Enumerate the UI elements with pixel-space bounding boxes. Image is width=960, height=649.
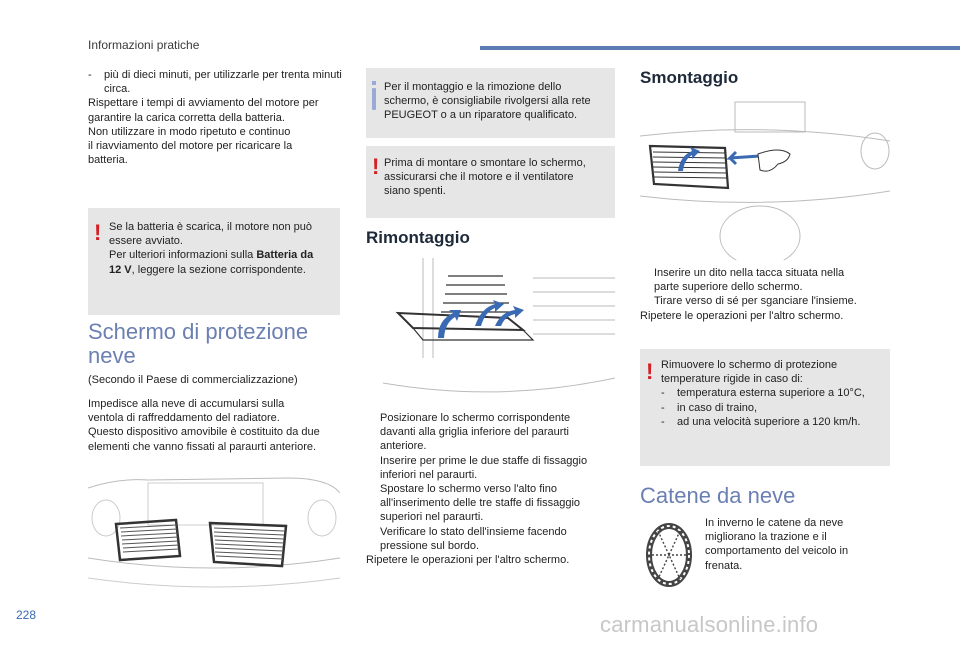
battery-warning-box: ! Se la batteria è scarica, il motore non può essere avviato. Per ulteriori informazioni sulla Batteria da 12 V, leggere la sezione corrispondente. [88, 208, 340, 315]
watermark: carmanualsonline.info [600, 612, 819, 637]
removal-illustration [640, 96, 890, 260]
market-note: (Secondo il Paese di commercializzazione) [88, 374, 298, 386]
heading-smontaggio: Smontaggio [640, 68, 739, 87]
refit-steps: Posizionare lo schermo corrispondente davanti alla griglia inferiore del paraurti anteriore. Inserire per prime le due staffe di fissaggio inferiori nel paraurti. Spostare lo schermo verso l'alto fino all'inserimento delle tre staffe di fissaggio superiori nel paraurti. Verificare lo stato dell'insieme facendo pressione sul bordo. Ripetere le operazioni per l'altro schermo. [366, 412, 588, 567]
heading-snow-screen: Schermo di protezione neve [88, 319, 309, 368]
snow-chain-icon [644, 523, 694, 587]
bumper-screens-illustration [88, 468, 340, 604]
warning-icon: ! [372, 154, 380, 179]
refit-illustration [383, 258, 615, 403]
cold-weather-warning-box: ! Rimuovere lo schermo di protezione temperature rigide in caso di: - temperatura esterna superiore a 10°C, - in caso di traino, - ad una velocità superiore a 120 km/h. [640, 349, 890, 466]
page-number: 228 [16, 608, 37, 622]
snow-chains-text: In inverno le catene da neve migliorano la trazione e il comportamento del veicolo in frenata. [705, 517, 849, 572]
header-bar [480, 46, 960, 50]
engine-warning-box: ! Prima di montare o smontare lo schermo, assicurarsi che il motore e il ventilatore siano spenti. [366, 146, 615, 218]
section-title: Informazioni pratiche [88, 38, 200, 52]
heading-snow-chains: Catene da neve [640, 483, 796, 508]
heading-rimontaggio: Rimontaggio [366, 228, 470, 247]
intro-text: - più di dieci minuti, per utilizzarle per trenta minuti circa. Rispettare i tempi di avviamento del motore per garantire la carica corretta della batteria. Non utilizzare in modo ripetuto e continuo il riavviamento del motore per ricaricare la batteria. [88, 69, 342, 167]
info-box: Per il montaggio e la rimozione dello schermo, è consigliabile rivolgersi alla rete PEUGEOT o a un riparatore qualificato. [366, 68, 615, 138]
removal-steps: Inserire un dito nella tacca situata nella parte superiore dello schermo. Tirare verso di sé per sganciare l'insieme. Ripetere le operazioni per l'altro schermo. [640, 267, 857, 322]
info-icon [372, 88, 376, 110]
description: Impedisce alla neve di accumularsi sulla ventola di raffreddamento del radiatore. Questo dispositivo amovibile è costituito da due elementi che vanno fissati al paraurti anteriore. [88, 398, 320, 453]
dash-line: più di dieci minuti, per utilizzarle per trenta minuti circa. [104, 69, 342, 96]
warning-icon: ! [94, 220, 102, 245]
warning-icon: ! [646, 359, 654, 384]
